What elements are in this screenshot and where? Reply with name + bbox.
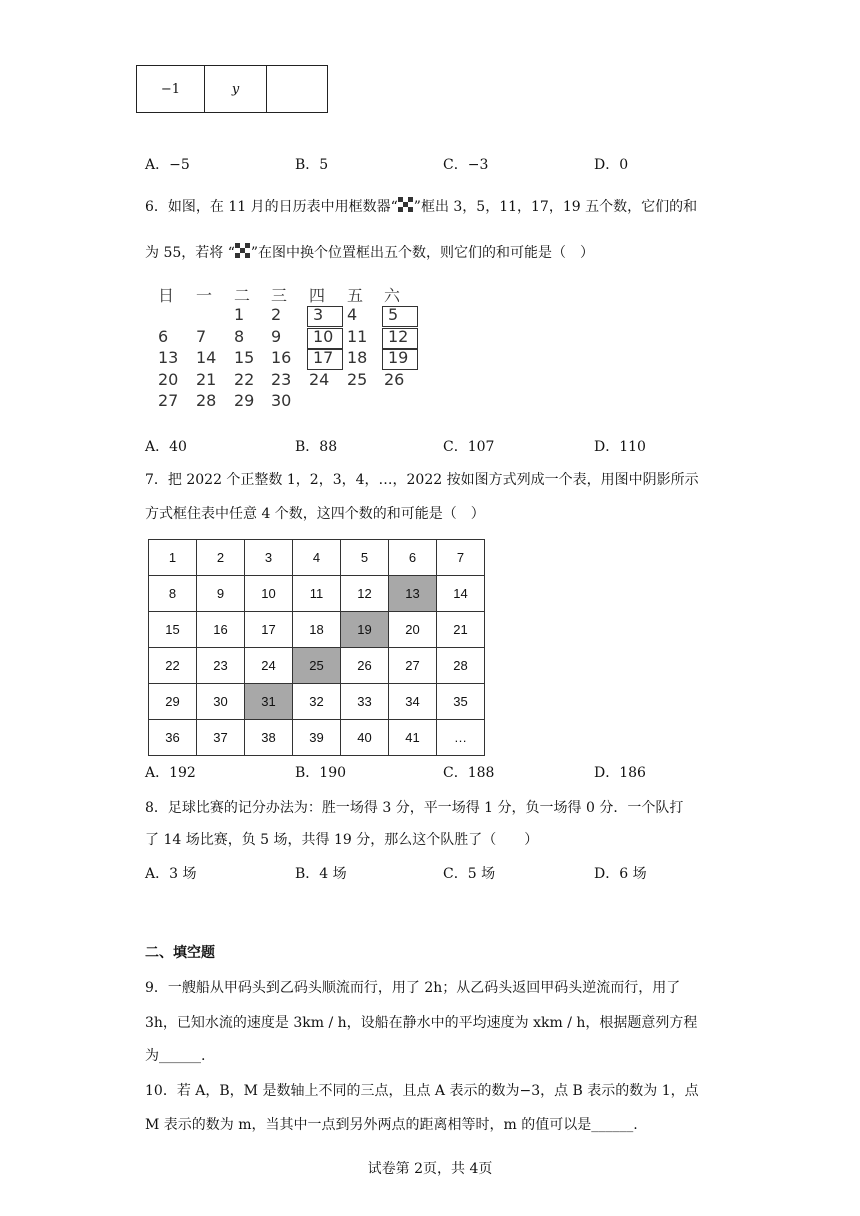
calendar-weekday: 五 [347,286,364,305]
calendar-day: 29 [234,391,255,410]
q8-option-a: A．3 场 [145,866,197,882]
q6-option-d: D．110 [594,439,646,455]
grid-cell: 5 [341,540,389,576]
q6-option-a: A．40 [145,439,187,455]
q6-option-b: B．88 [295,439,338,455]
calendar-day: 22 [234,370,255,389]
q6-text: ”框出 3，5，11，17，19 五个数，它们的和 [413,199,698,215]
grid-cell: 35 [437,684,485,720]
grid-cell: 40 [341,720,389,756]
calendar-day: 2 [271,305,282,324]
q9-line2: 3h，已知水流的速度是 3km / h，设船在静水中的平均速度为 xkm / h，根据题意列方程 [145,1015,698,1031]
q8-option-d: D．6 场 [594,866,647,882]
q10-line2: M 表示的数为 m，当其中一点到另外两点的距离相等时，m 的值可以是______. [145,1117,638,1133]
q6-text: 为 55，若将 “ [145,245,235,261]
calendar-day: 27 [158,391,179,410]
calendar-day: 16 [271,348,292,367]
calendar-day: 18 [347,348,368,367]
q8-option-c: C．5 场 [443,866,496,882]
grid-cell: 26 [341,648,389,684]
calendar-weekday: 日 [158,286,175,305]
q6-option-c: C．107 [443,439,495,455]
q7-option-a: A．192 [145,765,196,781]
calendar-day: 4 [347,305,358,324]
grid-cell: 6 [389,540,437,576]
grid-cell-shaded: 19 [341,612,389,648]
grid-cell: 30 [197,684,245,720]
grid-cell: 27 [389,648,437,684]
number-grid [148,539,485,756]
grid-cell: 36 [149,720,197,756]
grid-cell: 41 [389,720,437,756]
grid-cell: 3 [245,540,293,576]
q9-line1: 9．一艘船从甲码头到乙码头顺流而行，用了 2h；从乙码头返回甲码头逆流而行，用了 [145,980,681,996]
q5-option-a: A．−5 [145,157,190,173]
grid-cell: 10 [245,576,293,612]
q5-option-d: D．0 [594,157,629,173]
grid-cell: 21 [437,612,485,648]
q5-option-c: C．−3 [443,157,489,173]
grid-cell: 23 [197,648,245,684]
grid-cell-shaded: 31 [245,684,293,720]
calendar-day: 11 [347,327,368,346]
q7-option-d: D．186 [594,765,646,781]
grid-row [149,612,485,648]
section-heading: 二、填空题 [145,945,215,961]
calendar-day: 12 [388,327,409,346]
grid-cell: 12 [341,576,389,612]
grid-cell: 38 [245,720,293,756]
grid-row [149,540,485,576]
grid-cell: 37 [197,720,245,756]
grid-cell: 16 [197,612,245,648]
q6-line1 [145,196,697,216]
grid-cell: 14 [437,576,485,612]
q7-line2: 方式框住表中任意 4 个数，这四个数的和可能是（ ） [145,506,485,522]
q10-line1: 10．若 A，B，M 是数轴上不同的三点，且点 A 表示的数为−3，点 B 表示的数为 1，点 [145,1083,699,1099]
grid-cell: 2 [197,540,245,576]
q7-option-b: B．190 [295,765,347,781]
top-table-cell: −1 [137,66,205,113]
grid-cell: 24 [245,648,293,684]
grid-cell: 7 [437,540,485,576]
cross-frame-icon [398,197,414,213]
grid-cell: 32 [293,684,341,720]
q8-line1: 8．足球比赛的记分办法为：胜一场得 3 分，平一场得 1 分，负一场得 0 分．一个队打 [145,800,684,816]
grid-cell: 22 [149,648,197,684]
grid-cell: 17 [245,612,293,648]
calendar-weekday: 六 [384,286,401,305]
calendar-day: 25 [347,370,368,389]
calendar-weekday: 一 [196,286,213,305]
calendar-day: 28 [196,391,217,410]
top-table-cell: y [205,66,267,113]
calendar-day: 9 [271,327,282,346]
grid-cell: 11 [293,576,341,612]
q6-text: 6．如图，在 11 月的日历表中用框数器“ [145,199,398,215]
calendar-day: 30 [271,391,292,410]
q7-option-c: C．188 [443,765,495,781]
calendar-day: 23 [271,370,292,389]
grid-cell: 33 [341,684,389,720]
q6-line2 [145,242,594,262]
calendar-weekday: 二 [234,286,251,305]
calendar-day: 10 [313,327,334,346]
q5-option-b: B．5 [295,157,329,173]
calendar-day: 19 [388,348,409,367]
grid-cell: 1 [149,540,197,576]
top-table [136,65,328,113]
q9-line3: 为______. [145,1048,206,1064]
calendar-day: 8 [234,327,245,346]
grid-cell: 20 [389,612,437,648]
grid-cell: 4 [293,540,341,576]
calendar-day: 1 [234,305,245,324]
calendar-day: 7 [196,327,207,346]
q7-line1: 7．把 2022 个正整数 1，2，3，4，…，2022 按如图方式列成一个表，用图中阴影所示 [145,472,699,488]
calendar-day: 17 [313,348,334,367]
q8-option-b: B．4 场 [295,866,347,882]
calendar-day: 6 [158,327,169,346]
grid-cell-shaded: 25 [293,648,341,684]
calendar-weekday: 四 [309,286,326,305]
grid-cell: 15 [149,612,197,648]
calendar-day: 21 [196,370,217,389]
grid-cell: 29 [149,684,197,720]
grid-cell: 39 [293,720,341,756]
grid-cell-shaded: 13 [389,576,437,612]
calendar-day: 24 [309,370,330,389]
grid-row [149,576,485,612]
grid-cell: … [437,720,485,756]
calendar-day: 14 [196,348,217,367]
grid-cell: 18 [293,612,341,648]
top-table-cell [267,66,328,113]
grid-row [149,684,485,720]
grid-cell: 9 [197,576,245,612]
calendar-day: 20 [158,370,179,389]
grid-cell: 34 [389,684,437,720]
q6-text: ”在图中换个位置框出五个数，则它们的和可能是（ ） [250,245,595,261]
grid-cell: 8 [149,576,197,612]
calendar-day: 5 [388,305,399,324]
page-footer: 试卷第 2页，共 4页 [367,1161,493,1177]
calendar-day: 13 [158,348,179,367]
calendar-weekday: 三 [271,286,288,305]
calendar-day: 26 [384,370,405,389]
calendar-day: 15 [234,348,255,367]
grid-row [149,720,485,756]
grid-row [149,648,485,684]
grid-cell: 28 [437,648,485,684]
calendar-day: 3 [313,305,324,324]
q8-line2: 了 14 场比赛，负 5 场，共得 19 分，那么这个队胜了（ ） [145,832,539,848]
cross-frame-icon [235,243,251,259]
